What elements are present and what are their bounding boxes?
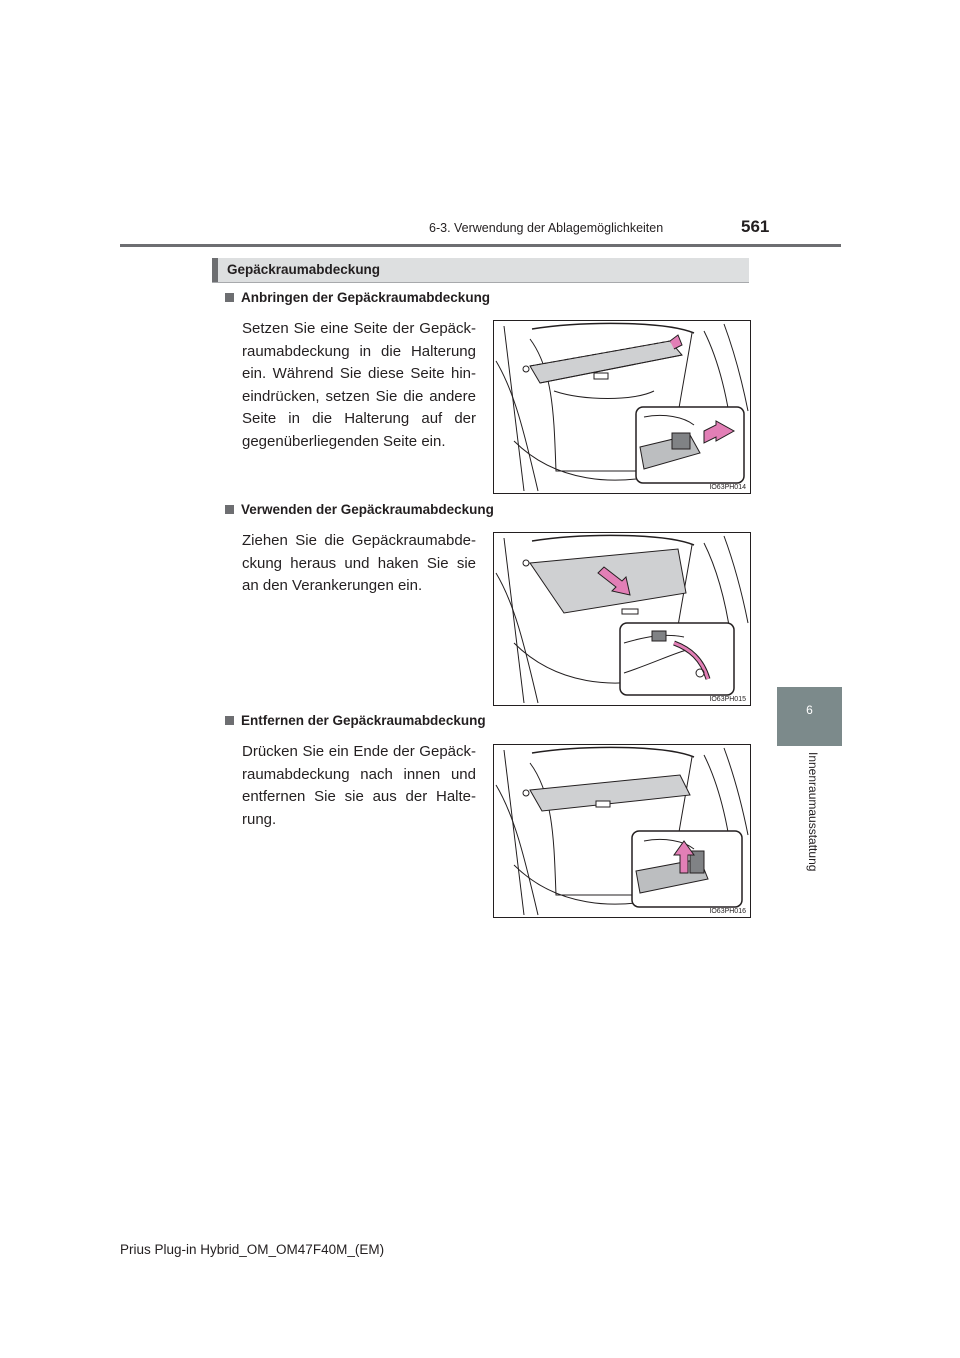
illustration-use-cover [493, 532, 751, 706]
square-bullet-icon [225, 293, 234, 302]
footer-document-id: Prius Plug-in Hybrid_OM_OM47F40M_(EM) [120, 1242, 385, 1257]
subsection-heading-attach [225, 290, 490, 305]
subsection-title: Entfernen der Gepäckraumabdeckung [241, 713, 486, 728]
subsection-text-use: Ziehen Sie die Gepäckraumabde-ckung heraus und haken Sie sie an den Verankerungen ein. [242, 532, 476, 594]
subsection-heading-remove [225, 713, 486, 728]
section-heading-box [212, 258, 749, 283]
chapter-number: 6 [806, 703, 813, 717]
subsection-heading-use [225, 502, 494, 517]
header-divider [120, 244, 841, 247]
illustration-remove-cover [493, 744, 751, 918]
subsection-text-attach: Setzen Sie eine Seite der Gepäck-raumabdeckung in die Halterung ein. Während Sie diese Seite hin-eindrücken, setzen Sie die andere Seite in die Halterung auf der gegenüberliegenden Seite ein. [242, 320, 476, 450]
heading-accent-bar [212, 258, 218, 282]
section-heading: Gepäckraumabdeckung [227, 262, 381, 277]
subsection-title: Verwenden der Gepäckraumabdeckung [241, 502, 494, 517]
figure-id-label: IO63PH015 [709, 696, 746, 703]
figure-id-label: IO63PH014 [709, 484, 746, 491]
square-bullet-icon [225, 505, 234, 514]
chapter-tab[interactable] [777, 687, 842, 746]
chapter-title: Innenraumausstattung [806, 752, 820, 872]
page-number: 561 [741, 217, 770, 236]
figure-id-label: IO63PH016 [709, 908, 746, 915]
illustration-attach-cover [493, 320, 751, 494]
running-header-section: 6-3. Verwendung der Ablagemöglichkeiten [429, 221, 664, 235]
subsection-title: Anbringen der Gepäckraumabdeckung [241, 290, 491, 305]
square-bullet-icon [225, 716, 234, 725]
subsection-text-remove: Drücken Sie ein Ende der Gepäck-raumabdeckung nach innen und entfernen Sie sie aus der Halte-rung. [242, 743, 476, 828]
